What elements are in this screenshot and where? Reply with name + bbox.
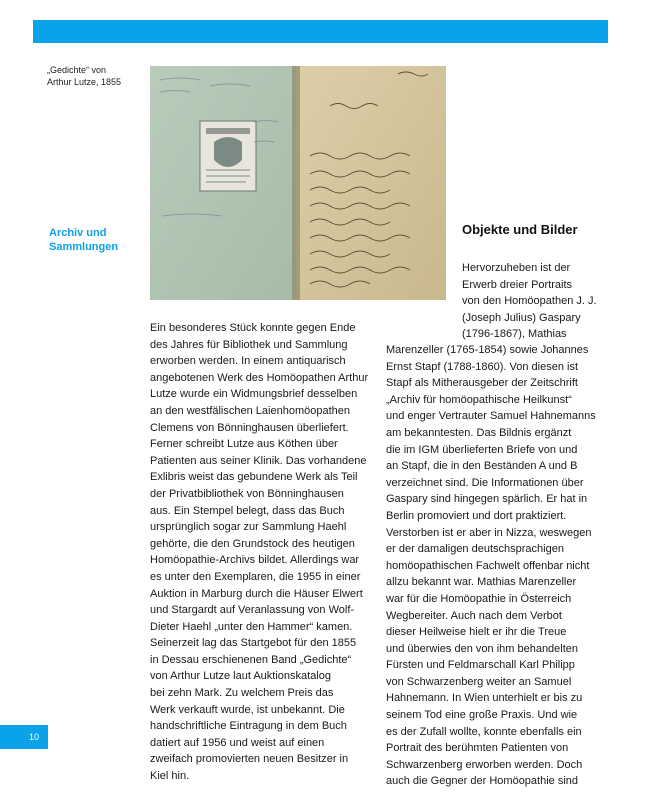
text-line: an den westfälischen Laienhomöopathen [150, 404, 350, 417]
text-line: handschriftliche Eintragung in dem Buch [150, 720, 347, 733]
text-line: Hahnemann. In Wien unterhielt er bis zu [386, 692, 583, 705]
text-line: dieser Heilweise hielt er ihr die Treue [386, 626, 567, 639]
text-line: an Stapf, die in den Beständen A und B [386, 460, 578, 473]
text-line: Wegbereiter. Auch nach dem Verbot [386, 609, 562, 622]
text-line: (Joseph Julius) Gaspary [462, 311, 581, 324]
text-line: Auktion in Marburg durch die Häuser Elwert [150, 587, 363, 600]
text-line: und enger Vertrauter Samuel Hahnemanns [386, 410, 596, 423]
right-text-column [386, 342, 622, 790]
page-number: 10 [29, 732, 40, 742]
text-line: Hervorzuheben ist der [462, 262, 571, 274]
text-line: angebotenen Werk des Homöopathen Arthur [150, 371, 369, 384]
text-line: Kiel hin. [150, 770, 190, 783]
letter-page [296, 66, 446, 300]
text-line: Werk verkauft wurde, ist unbekannt. Die [150, 703, 345, 716]
text-line: (1796-1867), Mathias [462, 328, 567, 341]
text-line: Clemens von Bönninghausen überliefert. [150, 421, 349, 434]
coat-of-arms-icon [214, 137, 242, 167]
image-caption [47, 64, 139, 88]
text-line: Schwarzenberg erworben werden. Doch [386, 758, 583, 771]
text-line: Homöopathie-Archivs bildet. Allerdings war [150, 554, 360, 567]
text-line: Gaspary sind hingegen spärlich. Er hat in [386, 493, 588, 506]
text-line: ursprünglich sogar zur Sammlung Haehl [150, 521, 347, 534]
text-line: es der Zufall wollte, konnte ebenfalls ein [386, 725, 582, 738]
caption-line: Arthur Lutze, 1855 [47, 77, 122, 87]
section-label-line: Archiv und [49, 227, 107, 239]
text-line: Stapf als Mitherausgeber der Zeitschrift [386, 377, 578, 390]
text-line: Exlibris weist das gebundene Werk als Teil [150, 471, 358, 484]
text-line: und Stargardt auf Veranlassung von Wolf- [150, 604, 355, 617]
section-heading: Objekte und Bilder [462, 222, 578, 237]
text-line: verzeichnet sind. Die Informationen über [386, 476, 584, 489]
book-spine [292, 66, 300, 300]
text-line: Erwerb dreier Portraits [462, 278, 573, 291]
text-line: in Dessau erschienenen Band „Gedichte“ [150, 653, 352, 666]
text-line: gehörte, die den Grundstock des heutigen [150, 537, 355, 550]
text-line: am bekanntesten. Das Bildnis ergänzt [386, 426, 572, 439]
text-line: Ein besonderes Stück konnte gegen Ende [150, 322, 356, 334]
text-line: bei zehn Mark. Zu welchem Preis das [150, 687, 334, 700]
text-line: „Archiv für homöopathische Heilkunst“ [386, 393, 572, 406]
text-line: es unter den Exemplaren, die 1955 in einer [150, 570, 361, 583]
text-line: von den Homöopathen J. J. [462, 295, 597, 308]
text-line: und überwies den von ihm behandelten [386, 642, 579, 655]
text-line: er der damaligen deutschsprachigen [386, 543, 564, 556]
text-line: Dieter Haehl „unter den Hammer“ kamen. [150, 620, 353, 633]
text-line: erworben werden. In einem antiquarisch [150, 355, 346, 368]
text-line: aus. Ein Stempel belegt, dass das Buch [150, 504, 345, 517]
text-line: Ernst Stapf (1788-1860). Von diesen ist [386, 360, 579, 373]
left-text-column [150, 320, 375, 785]
caption-line: „Gedichte“ von [47, 65, 107, 75]
text-line: auch die Gegner der Homöopathie sind [386, 775, 579, 788]
text-line: von Schwarzenberg weiter an Samuel [386, 675, 572, 688]
text-line: Patienten aus seiner Klinik. Das vorhandene [150, 454, 367, 467]
text-line: allzu bekannt war. Mathias Marenzeller [386, 576, 577, 589]
text-line: Berlin promoviert und dort praktiziert. [386, 509, 567, 522]
text-line: die im IGM überlieferten Briefe von und [386, 443, 578, 456]
text-line: seinem Tod eine große Praxis. Und wie [386, 709, 578, 722]
text-line: war für die Homöopathie in Österreich [386, 592, 572, 605]
text-line: der Privatbibliothek von Bönninghausen [150, 487, 344, 500]
text-line: datiert auf 1956 und weist auf einen [150, 736, 325, 749]
text-line: Seinerzeit lag das Startgebot für den 1855 [150, 637, 357, 650]
text-line: Portrait des berühmten Patienten von [386, 742, 569, 755]
header-accent-bar [33, 20, 608, 43]
text-line: Ferner schreibt Lutze aus Köthen über [150, 438, 338, 451]
text-line: des Jahres für Bibliothek und Sammlung [150, 338, 348, 351]
page-number-box [0, 725, 48, 749]
text-line: Marenzeller (1765-1854) sowie Johannes [386, 344, 589, 356]
text-line: homöopathischen Fachwelt offenbar nicht [386, 559, 590, 572]
text-line: zweifach promovierten neuen Besitzer in [150, 753, 349, 766]
right-text-column-intro [462, 260, 620, 343]
section-label [49, 226, 139, 254]
text-line: Lutze wurde ein Widmungsbrief desselben [150, 388, 358, 401]
book-photo [150, 66, 446, 300]
section-label-line: Sammlungen [49, 241, 119, 253]
text-line: Fürsten und Feldmarschall Karl Philipp [386, 659, 575, 672]
text-line: Verstorben ist er aber in Nizza, weswegen [386, 526, 592, 539]
text-line: von Arthur Lutze laut Auktionskatalog [150, 670, 332, 683]
